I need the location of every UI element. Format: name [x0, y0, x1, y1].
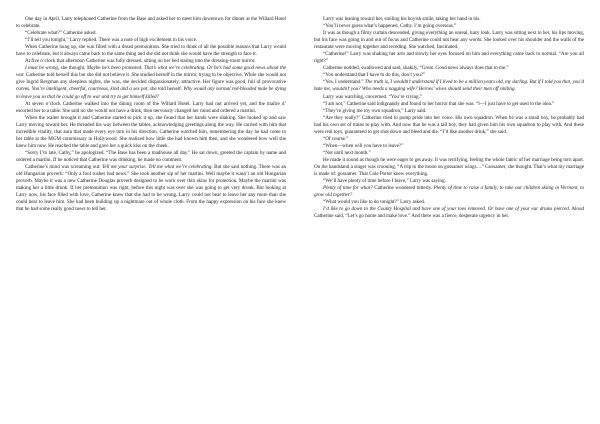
paragraph: When the waiter brought it and Catherine started to pick it up, she found that her hands were shaking. She looked up and saw Larry moving toward her. He threaded his way between the tables, acknowledging greetings along the way. He carried with him that incredible vitality, that aura that made every eye turn in his direction. Catherine watched him, remembering the day he had come to her table at the MGM commissary in Hollywood. She realized how little she had known him then, and she wondered how well she knew him now. He reached the table and gave her a quick kiss on the cheek. [16, 114, 286, 149]
paragraph: “You understand that I have to do this, don’t you?” [323, 72, 426, 79]
paragraph: “What would you like to do tonight?” Larry asked. [323, 199, 426, 206]
paragraph: “Sorry I’m late, Cathy,” he apologized. “The Base has been a madhouse all day.” He sat down, greeted the captain by name and ordered a martini. If he noticed that Catherine was drinking, he made no comment. [16, 149, 286, 163]
paragraph: Larry was leaning toward her, smiling his boyish smile, taking her hand in his. [323, 16, 481, 22]
paragraph: “Not until next month.” [323, 149, 371, 156]
paragraph: “When—when will you have to leave?” [323, 142, 404, 149]
paragraph [314, 206, 584, 220]
paragraph: “They’re giving me my own squadron,” Larry said. [323, 107, 427, 114]
paragraph: Larry was watching, concerned. “You’re crying.” [323, 93, 423, 100]
text-run: Catherine’s mind was screaming out: [25, 163, 103, 170]
paragraph: He made it sound as though he were eager to get away. It was terrifying, feeling the whole fabric of her marriage being torn apart. On the handstand a singer was crooning, “A trip to the moon on gossamer wings…” Gossamer, she thought. That’s what my marriage is made of: gossamer. That Cole Porter knew everything. [314, 156, 584, 178]
text-run: Aloud Catherine said, “Let’s go home and make love.” And there was a fierce, desperate urgency in her. [314, 206, 584, 220]
paragraph [314, 79, 584, 93]
text-run: she thought. [59, 65, 87, 72]
right-page-text [314, 16, 584, 220]
italic-thought: Plenty of time for what? [323, 185, 373, 192]
paragraph: “You’ll never guess what’s happened, Cathy. I’m going overseas.” [323, 23, 457, 30]
paragraph: “Of course.” [323, 135, 349, 142]
text-run: But she said nothing. There was an old Hungarian proverb: “Only a fool rushes bad news.” She took another sip of her martini. Well maybe it wasn’t an old Hungarian proverb. Maybe it was a new Catherine Douglas proverb designed to be worn over thin skins for protection. Maybe the martini was making her a little drunk. If her premonition was right, before this night was over she was going to get very drunk. But looking at Larry now, his face filled with love, Catherine knew that she had to be wrong. Larry could not bear to leave her any more than she could bear to leave him. She had been building up a nightmare out of whole cloth. From the happy expression on his face she knew that he had some really good news to tell her. [16, 163, 286, 213]
italic-thought: Maybe he’s been promoted. That’s what we’re celebrating. Or he’s had some good news about the war. [16, 65, 286, 79]
paragraph: It was as though a filmy curtain descended, giving everything an unreal, hazy look. Larry was sitting next to her, his lips moving, but his face was going in and out of focus and Catherine could not hear any words. She looked over his shoulder and the walls of the restaurant were moving together and receding. She watched, fascinated. [314, 30, 584, 51]
paragraph [16, 65, 286, 100]
left-page-text [16, 16, 286, 213]
text-run: Catherine wondered bitterly. [372, 185, 434, 192]
text-run: Catherine told herself this but she did not believe it. She studied herself in the mirror, trying to be objective. While she would not give Ingrid Bergman any sleepless nights, she was, she decided dispassionately, attractive. Her figure was good, full of provocative curves. [16, 72, 286, 93]
text-run: “Yes, I understand.” [323, 79, 365, 86]
italic-thought: You’re intelligent, cheerful, courteous, kind and a sex pot, [31, 86, 149, 93]
paragraph: Catherine nodded, swallowed and said, shakily, “Great. Good news always does that to me.” [323, 65, 509, 72]
italic-thought: Tell me your surprise. Tell me what we’re celebrating. [102, 163, 213, 170]
paragraph: “Catherine!” Larry was shaking her arm and slowly her eyes focused on him and everything came back to normal. “Are you all right?” [314, 51, 584, 65]
paragraph [16, 164, 286, 213]
paragraph: “Celebrate what?” Catherine asked. [25, 30, 97, 37]
text-run: she told herself. [148, 86, 184, 93]
italic-thought: Why would any normal red-blooded male be dying to leave you so that he could go off to war and try to get himself killed? [16, 86, 286, 100]
paragraph: When Catherine hung up, she was filled with a dread premonition. She tried to think of all the possible reasons that Larry would have to celebrate, but it always came back to the same thing and she did not think she would have the strength to face it. [16, 44, 286, 58]
italic-thought: I’d like to go down to the County Hospital and have one of your toes removed. Or have one of your ear drums pierced. [323, 206, 571, 213]
italic-thought: The truth is, I wouldn’t understand if I lived to be a million years old, my darling. But if I told you that, you’d hate me, wouldn’t you? Who needs a nagging wife? Heroes’ wives should send their men off smiling. [314, 79, 585, 93]
italic-thought: I must be wrong, [25, 65, 60, 72]
paragraph: One day in April, Larry telephoned Catherine from the Base and asked her to meet him downtown for dinner at the Willard Hotel to celebrate. [16, 16, 286, 30]
paragraph: “Are they really?” Catherine tried to pump pride into her voice. His own squadron. When he was a small boy, he probably had had his own set of trains to play with. And now that he was a tall boy, they had given him his own squadron to play with. And these were real toys, guaranteed to get shot down and bleed and die. “I’d like another drink,” she said. [314, 114, 584, 135]
paragraph: At seven o’clock Catherine walked into the dining room of the Willard Hotel. Larry had not arrived yet, and the maître d’ escorted her to a table. She said no she would not have a drink, then nervously changed her mind and ordered a martini. [16, 100, 286, 114]
paragraph: “I am not,” Catherine said indignantly and found to her horror that she was. “I—I just have to get used to the idea.” [323, 100, 555, 107]
paragraph: At five o’clock that afternoon Catherine was fully dressed, sitting on her bed staring into the dressing-room mirror. [25, 58, 256, 65]
paragraph: “We’ll have plenty of time before I leave,” Larry was saying. [323, 178, 446, 185]
paragraph: “I’ll tell you tonight,” Larry replied. There was a note of high excitement in his voice. [25, 37, 198, 44]
italic-thought: Plenty of time to raise a family, to take our children skiing in Vermont, to grow old together? [314, 185, 584, 199]
paragraph [314, 185, 584, 199]
